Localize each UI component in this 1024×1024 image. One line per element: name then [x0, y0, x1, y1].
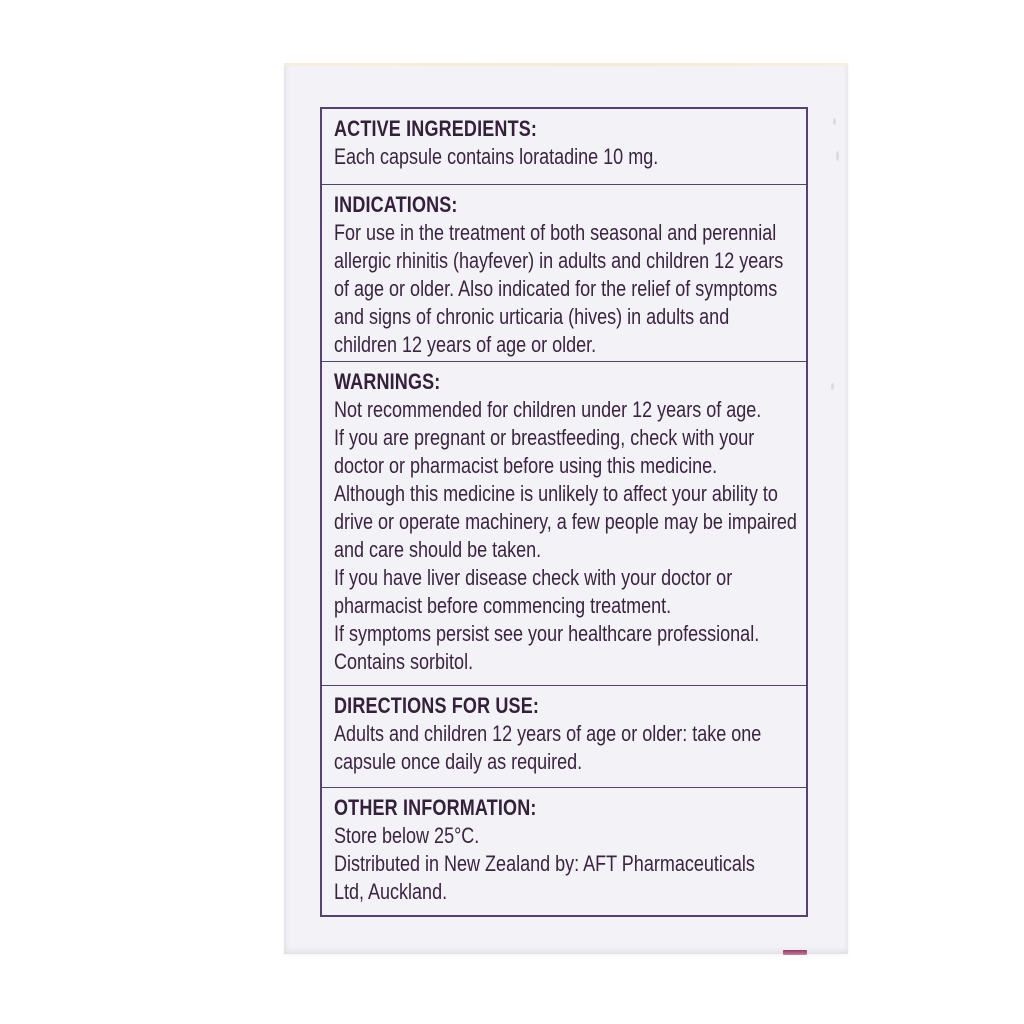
- section-line: of age or older. Also indicated for the relief of symptoms: [334, 276, 778, 301]
- section-line: If symptoms persist see your healthcare professional.: [334, 621, 760, 646]
- label-panel: [320, 107, 808, 917]
- section-line: Although this medicine is unlikely to affect your ability to: [334, 481, 778, 506]
- section-title: ACTIVE INGREDIENTS:: [334, 116, 538, 141]
- section-indications: [322, 185, 806, 362]
- section-line: Each capsule contains loratadine 10 mg.: [334, 144, 659, 169]
- section-directions-for-use: [322, 686, 806, 788]
- section-line: drive or operate machinery, a few people may be impaired: [334, 509, 797, 534]
- section-title: DIRECTIONS FOR USE:: [334, 693, 540, 718]
- section-title: INDICATIONS:: [334, 192, 458, 217]
- section-warnings: [322, 362, 806, 686]
- section-title: OTHER INFORMATION:: [334, 795, 537, 820]
- section-line: allergic rhinitis (hayfever) in adults and children 12 years: [334, 248, 784, 273]
- section-text: [334, 368, 806, 676]
- print-speck: [831, 383, 834, 390]
- section-line: Contains sorbitol.: [334, 649, 474, 674]
- section-line: Not recommended for children under 12 years of age.: [334, 397, 762, 422]
- print-speck: [836, 151, 839, 161]
- section-line: and care should be taken.: [334, 537, 542, 562]
- section-line: capsule once daily as required.: [334, 749, 583, 774]
- section-line: Ltd, Auckland.: [334, 879, 448, 904]
- print-speck: [833, 118, 836, 125]
- section-other-information: [322, 788, 806, 915]
- carton-design-accent: [783, 950, 807, 955]
- section-text: [334, 692, 806, 776]
- section-text: [334, 794, 806, 906]
- section-line: For use in the treatment of both seasonal and perennial: [334, 220, 777, 245]
- section-line: If you are pregnant or breastfeeding, check with your: [334, 425, 755, 450]
- section-title: WARNINGS:: [334, 369, 441, 394]
- section-line: If you have liver disease check with your doctor or: [334, 565, 733, 590]
- section-line: Adults and children 12 years of age or older: take one: [334, 721, 762, 746]
- section-line: Distributed in New Zealand by: AFT Pharmaceuticals: [334, 851, 755, 876]
- section-line: doctor or pharmacist before using this medicine.: [334, 453, 718, 478]
- section-line: Store below 25°C.: [334, 823, 480, 848]
- section-text: [334, 191, 806, 359]
- carton-top-edge: [284, 63, 848, 66]
- section-line: pharmacist before commencing treatment.: [334, 593, 672, 618]
- section-line: children 12 years of age or older.: [334, 332, 597, 357]
- section-active-ingredients: [322, 109, 806, 185]
- section-line: and signs of chronic urticaria (hives) in adults and: [334, 304, 730, 329]
- section-text: [334, 115, 806, 171]
